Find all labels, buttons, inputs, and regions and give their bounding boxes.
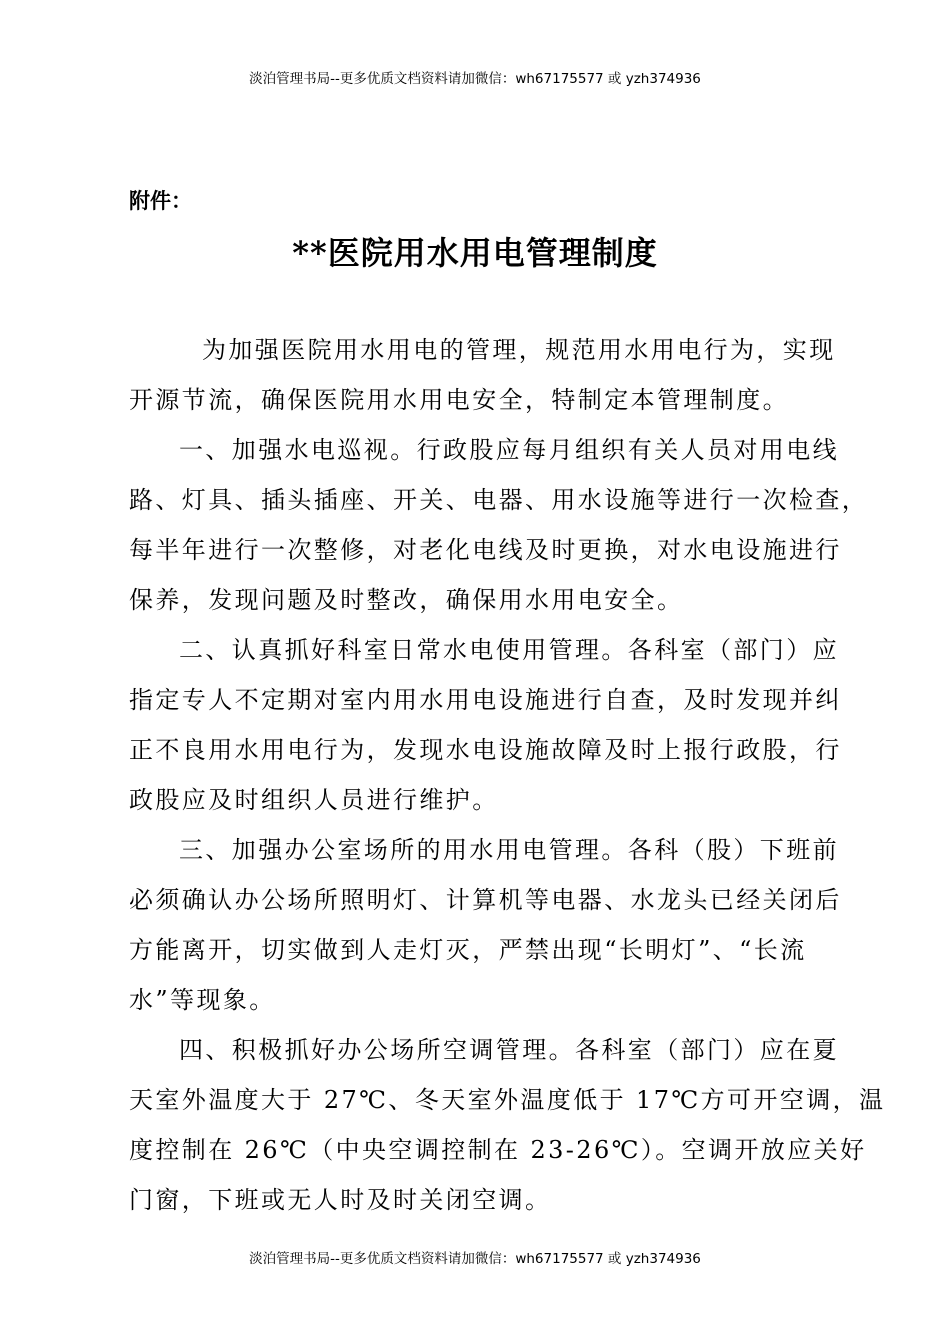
attachment-label: 附件： xyxy=(129,189,192,213)
document-body xyxy=(129,330,886,1230)
paragraph-line: 必须确认办公场所照明灯、计算机等电器、水龙头已经关闭后 xyxy=(129,886,842,914)
paragraph-line: 方能离开，切实做到人走灯灭，严禁出现“长明灯”、“长流 xyxy=(129,936,807,964)
paragraph-line: 度控制在 26℃（中央空调控制在 23-26℃）。空调开放应关好 xyxy=(129,1136,867,1164)
page-footer: 淡泊管理书局--更多优质文档资料请加微信：wh67175577 或 yzh374936 xyxy=(249,1251,701,1267)
paragraph-line: 三、加强办公室场所的用水用电管理。各科（股）下班前 xyxy=(179,836,839,864)
paragraph-line: 政股应及时组织人员进行维护。 xyxy=(129,786,499,814)
paragraph-line: 指定专人不定期对室内用水用电设施进行自查，及时发现并纠 xyxy=(129,686,842,714)
paragraph-line: 水”等现象。 xyxy=(129,986,276,1014)
paragraph-line: 一、加强水电巡视。行政股应每月组织有关人员对用电线 xyxy=(179,436,839,464)
paragraph-line: 每半年进行一次整修，对老化电线及时更换，对水电设施进行 xyxy=(129,536,842,564)
paragraph-line: 门窗，下班或无人时及时关闭空调。 xyxy=(129,1186,552,1214)
paragraph-line: 正不良用水用电行为，发现水电设施故障及时上报行政股，行 xyxy=(129,736,842,764)
paragraph-line: 开源节流，确保医院用水用电安全，特制定本管理制度。 xyxy=(129,386,789,414)
section-4-paragraph xyxy=(129,1030,886,1230)
paragraph-line: 路、灯具、插头插座、开关、电器、用水设施等进行一次检查， xyxy=(129,486,869,514)
intro-paragraph xyxy=(129,330,836,430)
section-2-paragraph xyxy=(129,630,842,830)
paragraph-line: 保养，发现问题及时整改，确保用水用电安全。 xyxy=(129,586,684,614)
section-3-paragraph xyxy=(129,830,842,1030)
paragraph-line: 天室外温度大于 27℃、冬天室外温度低于 17℃方可开空调，温 xyxy=(129,1086,886,1114)
paragraph-line: 二、认真抓好科室日常水电使用管理。各科室（部门）应 xyxy=(179,636,839,664)
paragraph-line: 四、积极抓好办公场所空调管理。各科室（部门）应在夏 xyxy=(179,1036,839,1064)
section-1-paragraph xyxy=(129,430,869,630)
document-title: **医院用水用电管理制度 xyxy=(292,234,658,272)
page-header: 淡泊管理书局--更多优质文档资料请加微信：wh67175577 或 yzh374936 xyxy=(249,71,701,87)
paragraph-line: 为加强医院用水用电的管理，规范用水用电行为，实现 xyxy=(202,336,836,364)
